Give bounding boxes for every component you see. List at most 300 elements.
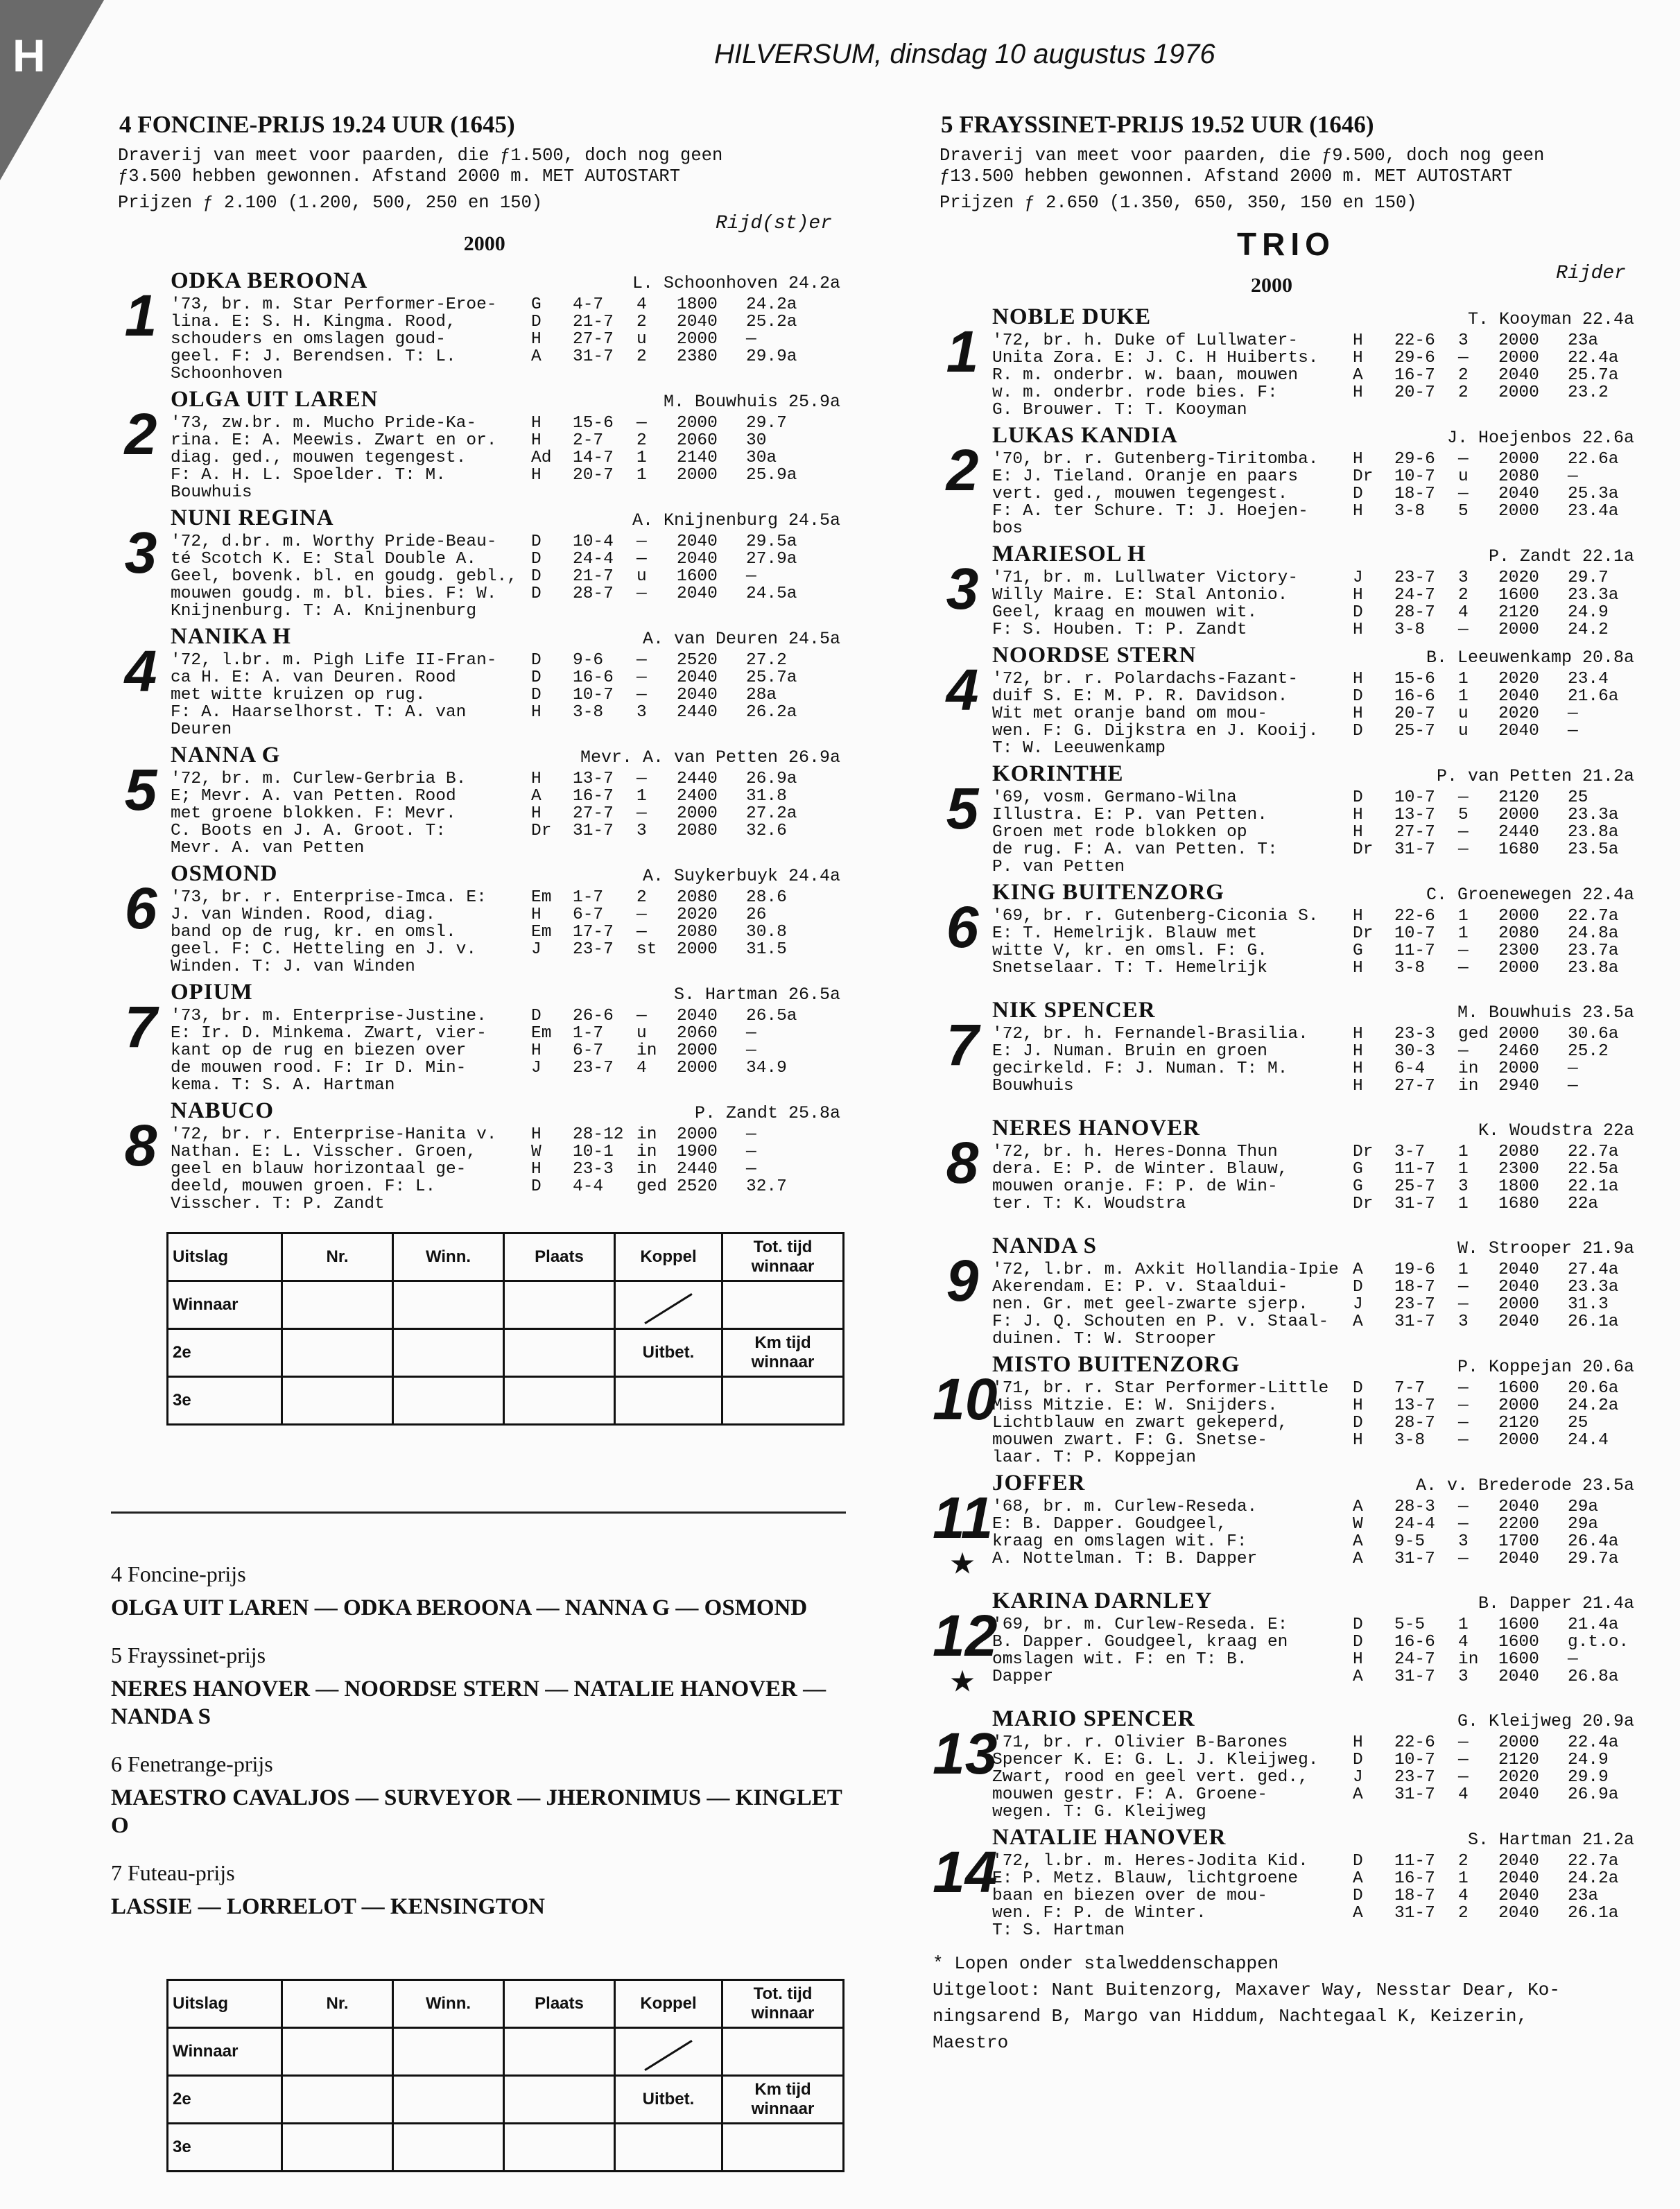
- start-place: —: [1458, 959, 1469, 978]
- start-row: [1353, 1077, 1619, 1095]
- start-place: 4: [1458, 1785, 1469, 1804]
- start-km-time: 21.4a: [1568, 1615, 1619, 1634]
- start-distance: 2440: [677, 770, 718, 788]
- start-km-time: —: [746, 1125, 756, 1144]
- table-header-cell: Uitslag: [168, 1980, 282, 2028]
- start-number-value: 11: [933, 1485, 994, 1550]
- horse-header: [992, 304, 1640, 332]
- start-number: [933, 542, 992, 639]
- start-track: D: [531, 686, 542, 704]
- horse-description: [992, 569, 1353, 639]
- start-row: [1353, 367, 1619, 384]
- start-date: 16-7: [1394, 1869, 1435, 1888]
- horse-entry: [933, 643, 1640, 757]
- start-date: 22-6: [1394, 331, 1435, 350]
- start-track: D: [1353, 603, 1363, 622]
- recent-starts: [1353, 1616, 1629, 1686]
- start-distance: 2040: [677, 686, 718, 704]
- description-line: ter. T: K. Woudstra: [992, 1195, 1186, 1213]
- start-row: [1353, 1161, 1619, 1178]
- start-km-time: 22.6a: [1568, 450, 1619, 469]
- start-km-time: 24.9: [1568, 603, 1609, 622]
- start-track: D: [1353, 485, 1363, 503]
- start-km-time: 25.7a: [1568, 366, 1619, 385]
- start-row: [1353, 587, 1619, 604]
- horse-entry: [933, 1588, 1640, 1695]
- start-date: 23-7: [573, 940, 614, 959]
- description-line: Wit met oranje band om mou-: [992, 704, 1267, 723]
- start-track: H: [531, 330, 542, 349]
- horse-detail: [171, 1007, 846, 1094]
- table-row-label: Winnaar: [168, 2028, 282, 2076]
- start-row: [1353, 925, 1619, 942]
- start-distance: 2040: [1498, 687, 1539, 706]
- horse-description: [992, 1616, 1353, 1686]
- start-track: H: [1353, 1042, 1363, 1061]
- start-place: 1: [1458, 1869, 1469, 1888]
- description-line: '72, l.br. m. Axkit Hollandia-Ipie: [992, 1261, 1339, 1279]
- start-km-time: 29.9: [1568, 1768, 1609, 1787]
- description-line: F: A. ter Schure. T: J. Hoejen-: [992, 502, 1308, 521]
- start-track: H: [1353, 1431, 1363, 1450]
- start-distance: 2000: [1498, 1059, 1539, 1078]
- start-row: [531, 296, 797, 313]
- start-distance: 2040: [1498, 485, 1539, 503]
- description-line: '69, vosm. Germano-Wilna: [992, 789, 1237, 807]
- start-km-time: 22.7a: [1568, 907, 1619, 926]
- horse-name: NATALIE HANOVER: [992, 1825, 1227, 1850]
- start-number-value: 14: [933, 1839, 998, 1905]
- horse-name: MARIESOL H: [992, 542, 1146, 566]
- start-date: 11-7: [1394, 1852, 1435, 1871]
- description-line: vert. ged., mouwen tegengest.: [992, 485, 1288, 503]
- start-date: 24-7: [1394, 586, 1435, 605]
- horse-detail: [992, 1261, 1640, 1348]
- description-line: diag. ged., mouwen tegengest.: [171, 449, 467, 467]
- start-number: [933, 304, 992, 419]
- description-line: '72, br. r. Polardachs-Fazant-: [992, 670, 1299, 688]
- start-place: 2: [1458, 383, 1469, 402]
- start-km-time: 23.7a: [1568, 942, 1619, 960]
- start-track: Em: [531, 888, 552, 907]
- horse-rider: P. Zandt 22.1a: [1488, 546, 1634, 566]
- start-date: 23-7: [1394, 1768, 1435, 1787]
- horse-rider: S. Hartman 26.5a: [673, 985, 840, 1005]
- horse-description: [171, 415, 531, 501]
- start-row: [531, 889, 787, 906]
- start-row: [1353, 384, 1619, 401]
- start-number-value: 2: [946, 438, 979, 503]
- start-km-time: 29.9a: [746, 347, 797, 366]
- start-distance: 2040: [677, 550, 718, 569]
- start-row: [531, 415, 797, 432]
- start-row: [1353, 942, 1619, 960]
- start-track: D: [1353, 1615, 1363, 1634]
- start-distance: 2000: [677, 466, 718, 485]
- start-place: in: [637, 1160, 657, 1179]
- start-place: —: [1458, 1042, 1469, 1061]
- start-number: [933, 643, 992, 757]
- horse-name: LUKAS KANDIA: [992, 423, 1178, 448]
- horse-name: OLGA UIT LAREN: [171, 387, 379, 412]
- start-km-time: 32.7: [746, 1177, 787, 1196]
- horse-header: [992, 1706, 1640, 1734]
- horse-detail: [992, 569, 1640, 639]
- start-distance: 2940: [1498, 1077, 1539, 1095]
- start-number: [933, 1588, 998, 1697]
- start-place: 1: [1458, 1615, 1469, 1634]
- start-row: [531, 805, 797, 822]
- horse-body: [992, 1233, 1640, 1348]
- description-line: lina. E: S. H. Kingma. Rood,: [171, 313, 456, 331]
- start-km-time: 31.3: [1568, 1295, 1609, 1314]
- start-km-time: 24.2a: [1568, 1869, 1619, 1888]
- start-place: —: [1458, 1733, 1469, 1752]
- start-place: 1: [1458, 924, 1469, 943]
- start-number: [933, 423, 992, 537]
- start-number-value: 3: [124, 520, 157, 585]
- start-distance: 2000: [677, 330, 718, 349]
- start-km-time: 23.5a: [1568, 840, 1619, 859]
- start-place: —: [1458, 1379, 1469, 1398]
- start-km-time: 29.7: [746, 414, 787, 433]
- horse-description: [171, 1007, 531, 1094]
- horse-body: [992, 1706, 1640, 1821]
- start-track: H: [1353, 959, 1363, 978]
- horse-rider: A. van Deuren 24.5a: [642, 629, 840, 649]
- horse-rider: A. Knijnenburg 24.5a: [632, 510, 840, 530]
- horse-entry: [933, 1706, 1640, 1821]
- start-row: [1353, 1870, 1619, 1887]
- start-date: 29-6: [1394, 349, 1435, 367]
- start-track: A: [1353, 1313, 1363, 1331]
- horse-body: [992, 1471, 1640, 1577]
- start-row: [1353, 621, 1619, 639]
- start-distance: 2040: [1498, 722, 1539, 740]
- start-track: D: [531, 313, 542, 331]
- summary-race-title: 4 Foncine-prijs: [111, 1561, 246, 1586]
- start-row: [1353, 1025, 1619, 1043]
- recent-starts: [1353, 332, 1619, 419]
- start-km-time: —: [746, 1160, 756, 1179]
- start-date: 15-6: [573, 414, 614, 433]
- start-date: 16-6: [573, 668, 614, 687]
- start-km-time: —: [1568, 467, 1578, 486]
- start-number: [933, 761, 992, 876]
- result-table: [166, 1979, 846, 2172]
- horse-detail: [171, 296, 846, 383]
- start-number-value: 7: [124, 994, 157, 1059]
- horse-rider: A. v. Brederode 23.5a: [1415, 1475, 1634, 1496]
- start-date: 23-7: [1394, 569, 1435, 587]
- recent-starts: [531, 533, 797, 620]
- start-date: 29-6: [1394, 450, 1435, 469]
- table-row-label: 2e: [168, 2076, 282, 2124]
- start-row: [531, 906, 787, 924]
- start-km-time: 22.4a: [1568, 1733, 1619, 1752]
- horse-name: OSMOND: [171, 861, 278, 886]
- start-track: H: [1353, 1650, 1363, 1669]
- result-table: [166, 1232, 846, 1426]
- start-distance: 2000: [1498, 502, 1539, 521]
- start-track: A: [1353, 1550, 1363, 1568]
- horse-name: OPIUM: [171, 980, 253, 1005]
- start-place: 1: [637, 787, 647, 806]
- horse-description: [992, 332, 1353, 419]
- summary-horses: LASSIE — LORRELOT — KENSINGTON: [111, 1894, 545, 1919]
- start-track: Dr: [1353, 924, 1374, 943]
- start-track: A: [1353, 1532, 1363, 1551]
- table-cell: [282, 1329, 393, 1377]
- description-line: T: W. Leeuwenkamp: [992, 739, 1166, 757]
- start-place: 1: [1458, 1160, 1469, 1179]
- start-track: A: [1353, 1869, 1363, 1888]
- horse-description: [171, 770, 531, 857]
- horse-body: [171, 861, 846, 976]
- start-km-time: 24.5a: [746, 584, 797, 603]
- start-date: 4-7: [573, 295, 604, 314]
- horse-header: [992, 1588, 1640, 1616]
- description-line: E: Ir. D. Minkema. Zwart, vier-: [171, 1024, 487, 1043]
- start-distance: 2000: [677, 940, 718, 959]
- race-title: 4 FONCINE-PRIJS 19.24 UUR (1645): [119, 111, 515, 138]
- table-header-cell: Winn.: [393, 1233, 504, 1281]
- start-date: 3-8: [1394, 621, 1426, 639]
- start-row: [1353, 960, 1619, 977]
- start-row: [1353, 349, 1619, 367]
- horse-body: [992, 1588, 1640, 1695]
- start-date: 19-6: [1394, 1261, 1435, 1279]
- start-row: [1353, 841, 1619, 858]
- corner-letter: H: [12, 30, 46, 81]
- start-distance: 1800: [677, 295, 718, 314]
- start-place: in: [1458, 1650, 1479, 1669]
- start-km-time: 27.9a: [746, 550, 797, 569]
- start-place: 2: [1458, 586, 1469, 605]
- description-line: R. m. onderbr. w. baan, mouwen: [992, 366, 1299, 385]
- horse-name: JOFFER: [992, 1471, 1086, 1496]
- start-row: [1353, 1533, 1619, 1550]
- start-place: —: [637, 686, 647, 704]
- start-place: in: [637, 1125, 657, 1144]
- horse-entry: [111, 980, 846, 1094]
- start-place: 2: [637, 431, 647, 450]
- start-number-value: 9: [946, 1248, 979, 1313]
- description-line: '72, br. m. Curlew-Gerbria B.: [171, 770, 467, 788]
- start-km-time: 25.7a: [746, 668, 797, 687]
- start-track: H: [1353, 806, 1363, 824]
- km-time-label: Km tijd winnaar: [722, 1329, 844, 1377]
- start-km-time: g.t.o.: [1568, 1633, 1629, 1652]
- description-line: Geel, kraag en mouwen wit.: [992, 603, 1258, 622]
- horse-body: [171, 268, 846, 383]
- start-place: 3: [637, 822, 647, 840]
- horse-header: [171, 624, 846, 652]
- horse-header: [992, 761, 1640, 789]
- start-km-time: 29a: [1568, 1515, 1599, 1534]
- start-date: 31-7: [573, 822, 614, 840]
- horse-header: [992, 998, 1640, 1025]
- start-place: 1: [1458, 1195, 1469, 1213]
- table-cell: [615, 1377, 722, 1425]
- start-date: 27-7: [573, 330, 614, 349]
- start-distance: 2000: [1498, 331, 1539, 350]
- start-km-time: —: [746, 1041, 756, 1060]
- start-row: [1353, 1313, 1619, 1331]
- corner-tab: [0, 0, 104, 180]
- start-track: H: [1353, 1059, 1363, 1078]
- start-distance: 2040: [1498, 1785, 1539, 1804]
- start-date: 23-7: [1394, 1295, 1435, 1314]
- recent-starts: [1353, 1025, 1619, 1095]
- description-line: nen. Gr. met geel-zwarte sjerp.: [992, 1295, 1308, 1314]
- table-row-label: 3e: [168, 2124, 282, 2172]
- start-row: [1353, 688, 1619, 705]
- start-date: 22-6: [1394, 1733, 1435, 1752]
- description-line: P. van Petten: [992, 858, 1125, 876]
- start-place: —: [1458, 1550, 1469, 1568]
- start-km-time: —: [746, 1143, 756, 1161]
- horse-body: [992, 1825, 1640, 1939]
- start-track: H: [1353, 621, 1363, 639]
- start-row: [1353, 1853, 1619, 1870]
- start-distance: 2020: [1498, 1768, 1539, 1787]
- start-date: 27-7: [1394, 1077, 1435, 1095]
- start-date: 14-7: [573, 449, 614, 467]
- start-date: 23-3: [573, 1160, 614, 1179]
- horse-detail: [992, 789, 1640, 876]
- start-distance: 2080: [677, 822, 718, 840]
- description-line: '72, br. h. Fernandel-Brasilia.: [992, 1025, 1308, 1043]
- rider-column-label: Rijder: [1556, 263, 1626, 284]
- horse-description: [992, 1734, 1353, 1821]
- start-number-value: 8: [946, 1130, 979, 1195]
- table-cell: [393, 1329, 504, 1377]
- start-date: 10-7: [1394, 924, 1435, 943]
- start-place: —: [637, 923, 647, 942]
- horse-detail: [992, 1853, 1640, 1939]
- start-distance: 1600: [1498, 1633, 1539, 1652]
- start-row: [531, 788, 797, 805]
- description-line: Snetselaar. T: T. Hemelrijk: [992, 959, 1267, 977]
- horse-header: [992, 1352, 1640, 1380]
- start-row: [1353, 1143, 1619, 1161]
- start-place: 4: [1458, 1633, 1469, 1652]
- horse-description: [171, 652, 531, 738]
- horse-description: [992, 1498, 1353, 1568]
- start-place: 3: [1458, 1667, 1469, 1686]
- description-line: Zwart, rood en geel vert. ged.,: [992, 1768, 1308, 1787]
- start-distance: 2000: [677, 414, 718, 433]
- start-date: 13-7: [1394, 1396, 1435, 1415]
- start-row: [531, 533, 797, 551]
- start-distance: 1900: [677, 1143, 718, 1161]
- start-date: 10-7: [573, 686, 614, 704]
- horse-description: [171, 889, 531, 976]
- description-line: geel. F: J. Berendsen. T: L.: [171, 347, 456, 366]
- horse-header: [992, 542, 1640, 569]
- start-date: 31-7: [1394, 1904, 1435, 1923]
- description-line: wen. F: P. de Winter.: [992, 1904, 1206, 1923]
- start-km-time: 24.8a: [1568, 924, 1619, 943]
- start-km-time: 23.3a: [1568, 586, 1619, 605]
- start-track: A: [531, 787, 542, 806]
- start-track: A: [1353, 1667, 1363, 1686]
- start-km-time: —: [746, 1024, 756, 1043]
- koppel-slash-cell: [615, 1281, 722, 1329]
- start-km-time: —: [1568, 1077, 1578, 1095]
- start-km-time: 24.2a: [1568, 1396, 1619, 1415]
- start-distance: 2000: [1498, 1396, 1539, 1415]
- start-track: D: [1353, 1751, 1363, 1769]
- horse-description: [992, 1853, 1353, 1939]
- start-date: 17-7: [573, 923, 614, 942]
- description-line: Illustra. E: P. van Petten.: [992, 806, 1267, 824]
- horse-rider: B. Dapper 21.4a: [1478, 1593, 1634, 1613]
- description-line: schouders en omslagen goud-: [171, 330, 446, 349]
- start-track: D: [1353, 722, 1363, 740]
- description-line: Dapper: [992, 1667, 1054, 1686]
- start-number: [111, 980, 171, 1094]
- start-row: [1353, 1769, 1619, 1786]
- start-row: [1353, 569, 1619, 587]
- start-place: —: [637, 414, 647, 433]
- horse-entry: [111, 387, 846, 501]
- horse-header: [992, 1825, 1640, 1853]
- start-track: D: [531, 1007, 542, 1025]
- start-place: 1: [1458, 1261, 1469, 1279]
- start-date: 31-7: [1394, 840, 1435, 859]
- horse-entry: [111, 268, 846, 383]
- start-km-time: 29.7a: [1568, 1550, 1619, 1568]
- horse-name: KORINTHE: [992, 761, 1124, 786]
- recent-starts: [1353, 451, 1619, 537]
- start-track: H: [531, 1125, 542, 1144]
- description-line: E; Mevr. A. van Petten. Rood: [171, 787, 456, 806]
- start-date: 10-7: [1394, 788, 1435, 807]
- start-row: [1353, 789, 1619, 806]
- distance-label: 2000: [463, 232, 505, 255]
- start-row: [1353, 1296, 1619, 1313]
- start-track: H: [1353, 331, 1363, 350]
- start-row: [531, 1059, 797, 1077]
- table-cell: [504, 1377, 615, 1425]
- description-line: Willy Maire. E: Stal Antonio.: [992, 586, 1288, 605]
- race-conditions: [939, 146, 1640, 187]
- horse-description: [992, 789, 1353, 876]
- description-line: '71, br. r. Star Performer-Little: [992, 1380, 1329, 1398]
- start-place: —: [1458, 1498, 1469, 1516]
- start-date: 20-7: [573, 466, 614, 485]
- start-track: D: [1353, 1278, 1363, 1297]
- table-header-cell: Koppel: [615, 1233, 722, 1281]
- start-number-value: 13: [933, 1721, 998, 1786]
- start-km-time: 23a: [1568, 331, 1599, 350]
- start-distance: 1680: [1498, 1195, 1539, 1213]
- horse-name: NANIKA H: [171, 624, 291, 649]
- start-row: [531, 331, 797, 348]
- start-date: 18-7: [1394, 1278, 1435, 1297]
- description-line: F: S. Houben. T: P. Zandt: [992, 621, 1247, 639]
- description-line: mouwen oranje. F: P. de Win-: [992, 1177, 1278, 1196]
- horse-entry: [933, 998, 1640, 1095]
- start-place: 2: [1458, 1852, 1469, 1871]
- description-line: Bouwhuis: [171, 483, 252, 501]
- start-km-time: 23.8a: [1568, 959, 1619, 978]
- table-cell: [282, 2076, 393, 2124]
- start-row: [1353, 604, 1619, 621]
- start-date: 6-7: [573, 906, 604, 924]
